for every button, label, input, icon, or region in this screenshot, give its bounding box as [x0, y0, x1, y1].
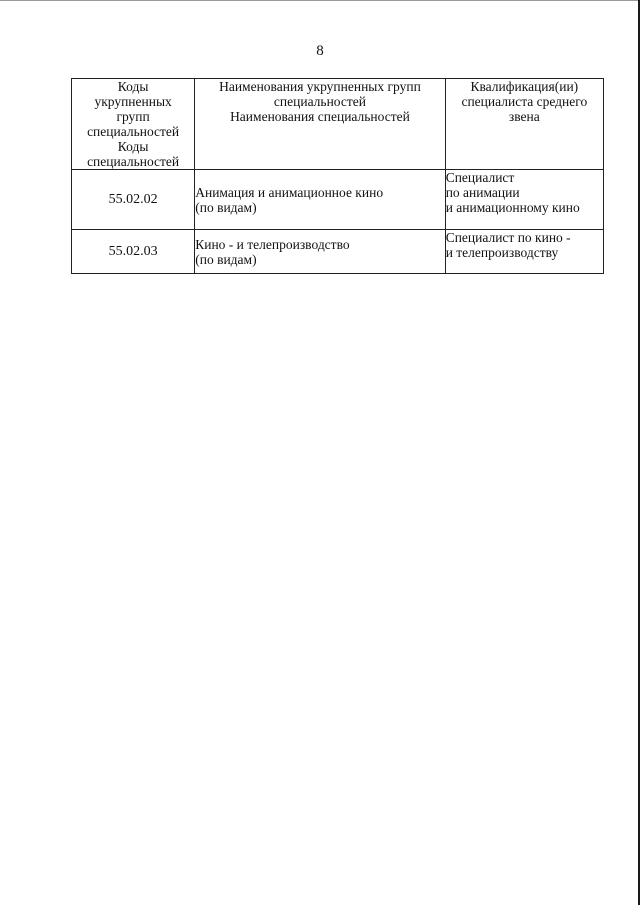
header-codes — [72, 79, 195, 170]
qualification-line: по анимации — [445, 185, 520, 200]
header-codes-line: укрупненных — [94, 94, 172, 109]
specialties-table — [71, 78, 604, 274]
header-names-line: Наименования специальностей — [230, 109, 410, 124]
specialty-code: 55.02.03 — [72, 230, 195, 274]
header-qualification-line: Квалификация(ии) — [470, 79, 579, 94]
header-codes-line: специальностей — [87, 154, 180, 169]
header-qualification-line: специалиста среднего — [461, 94, 588, 109]
page-number: 8 — [316, 43, 324, 59]
header-names — [195, 79, 445, 170]
qualification-line: и телепроизводству — [445, 245, 559, 260]
specialty-name-line: (по видам) — [195, 251, 257, 267]
header-codes-line: Коды — [117, 139, 149, 154]
header-names-line: специальностей — [273, 94, 366, 109]
scan-edge-top — [0, 0, 640, 1]
specialty-qualification — [445, 230, 603, 274]
qualification-line: Специалист — [445, 170, 515, 185]
table-header-row — [72, 79, 604, 170]
header-names-line: Наименования укрупненных групп — [219, 79, 421, 94]
header-qualification-line: звена — [508, 109, 540, 124]
header-qualification — [445, 79, 603, 170]
table-row — [72, 230, 604, 274]
specialty-name-line: Анимация и анимационное кино — [195, 184, 384, 200]
qualification-line: Специалист по кино - — [445, 230, 571, 245]
specialty-name-line: Кино - и телепроизводство — [195, 236, 350, 252]
specialty-code: 55.02.02 — [72, 170, 195, 230]
specialty-name — [195, 170, 445, 230]
qualification-line: и анимационному кино — [445, 200, 580, 215]
specialty-name — [195, 230, 445, 274]
header-codes-line: групп — [116, 109, 150, 124]
specialty-qualification — [445, 170, 603, 230]
header-codes-line: специальностей — [87, 124, 180, 139]
header-codes-line: Коды — [117, 79, 149, 94]
specialty-name-line: (по видам) — [195, 199, 257, 215]
table-row — [72, 170, 604, 230]
